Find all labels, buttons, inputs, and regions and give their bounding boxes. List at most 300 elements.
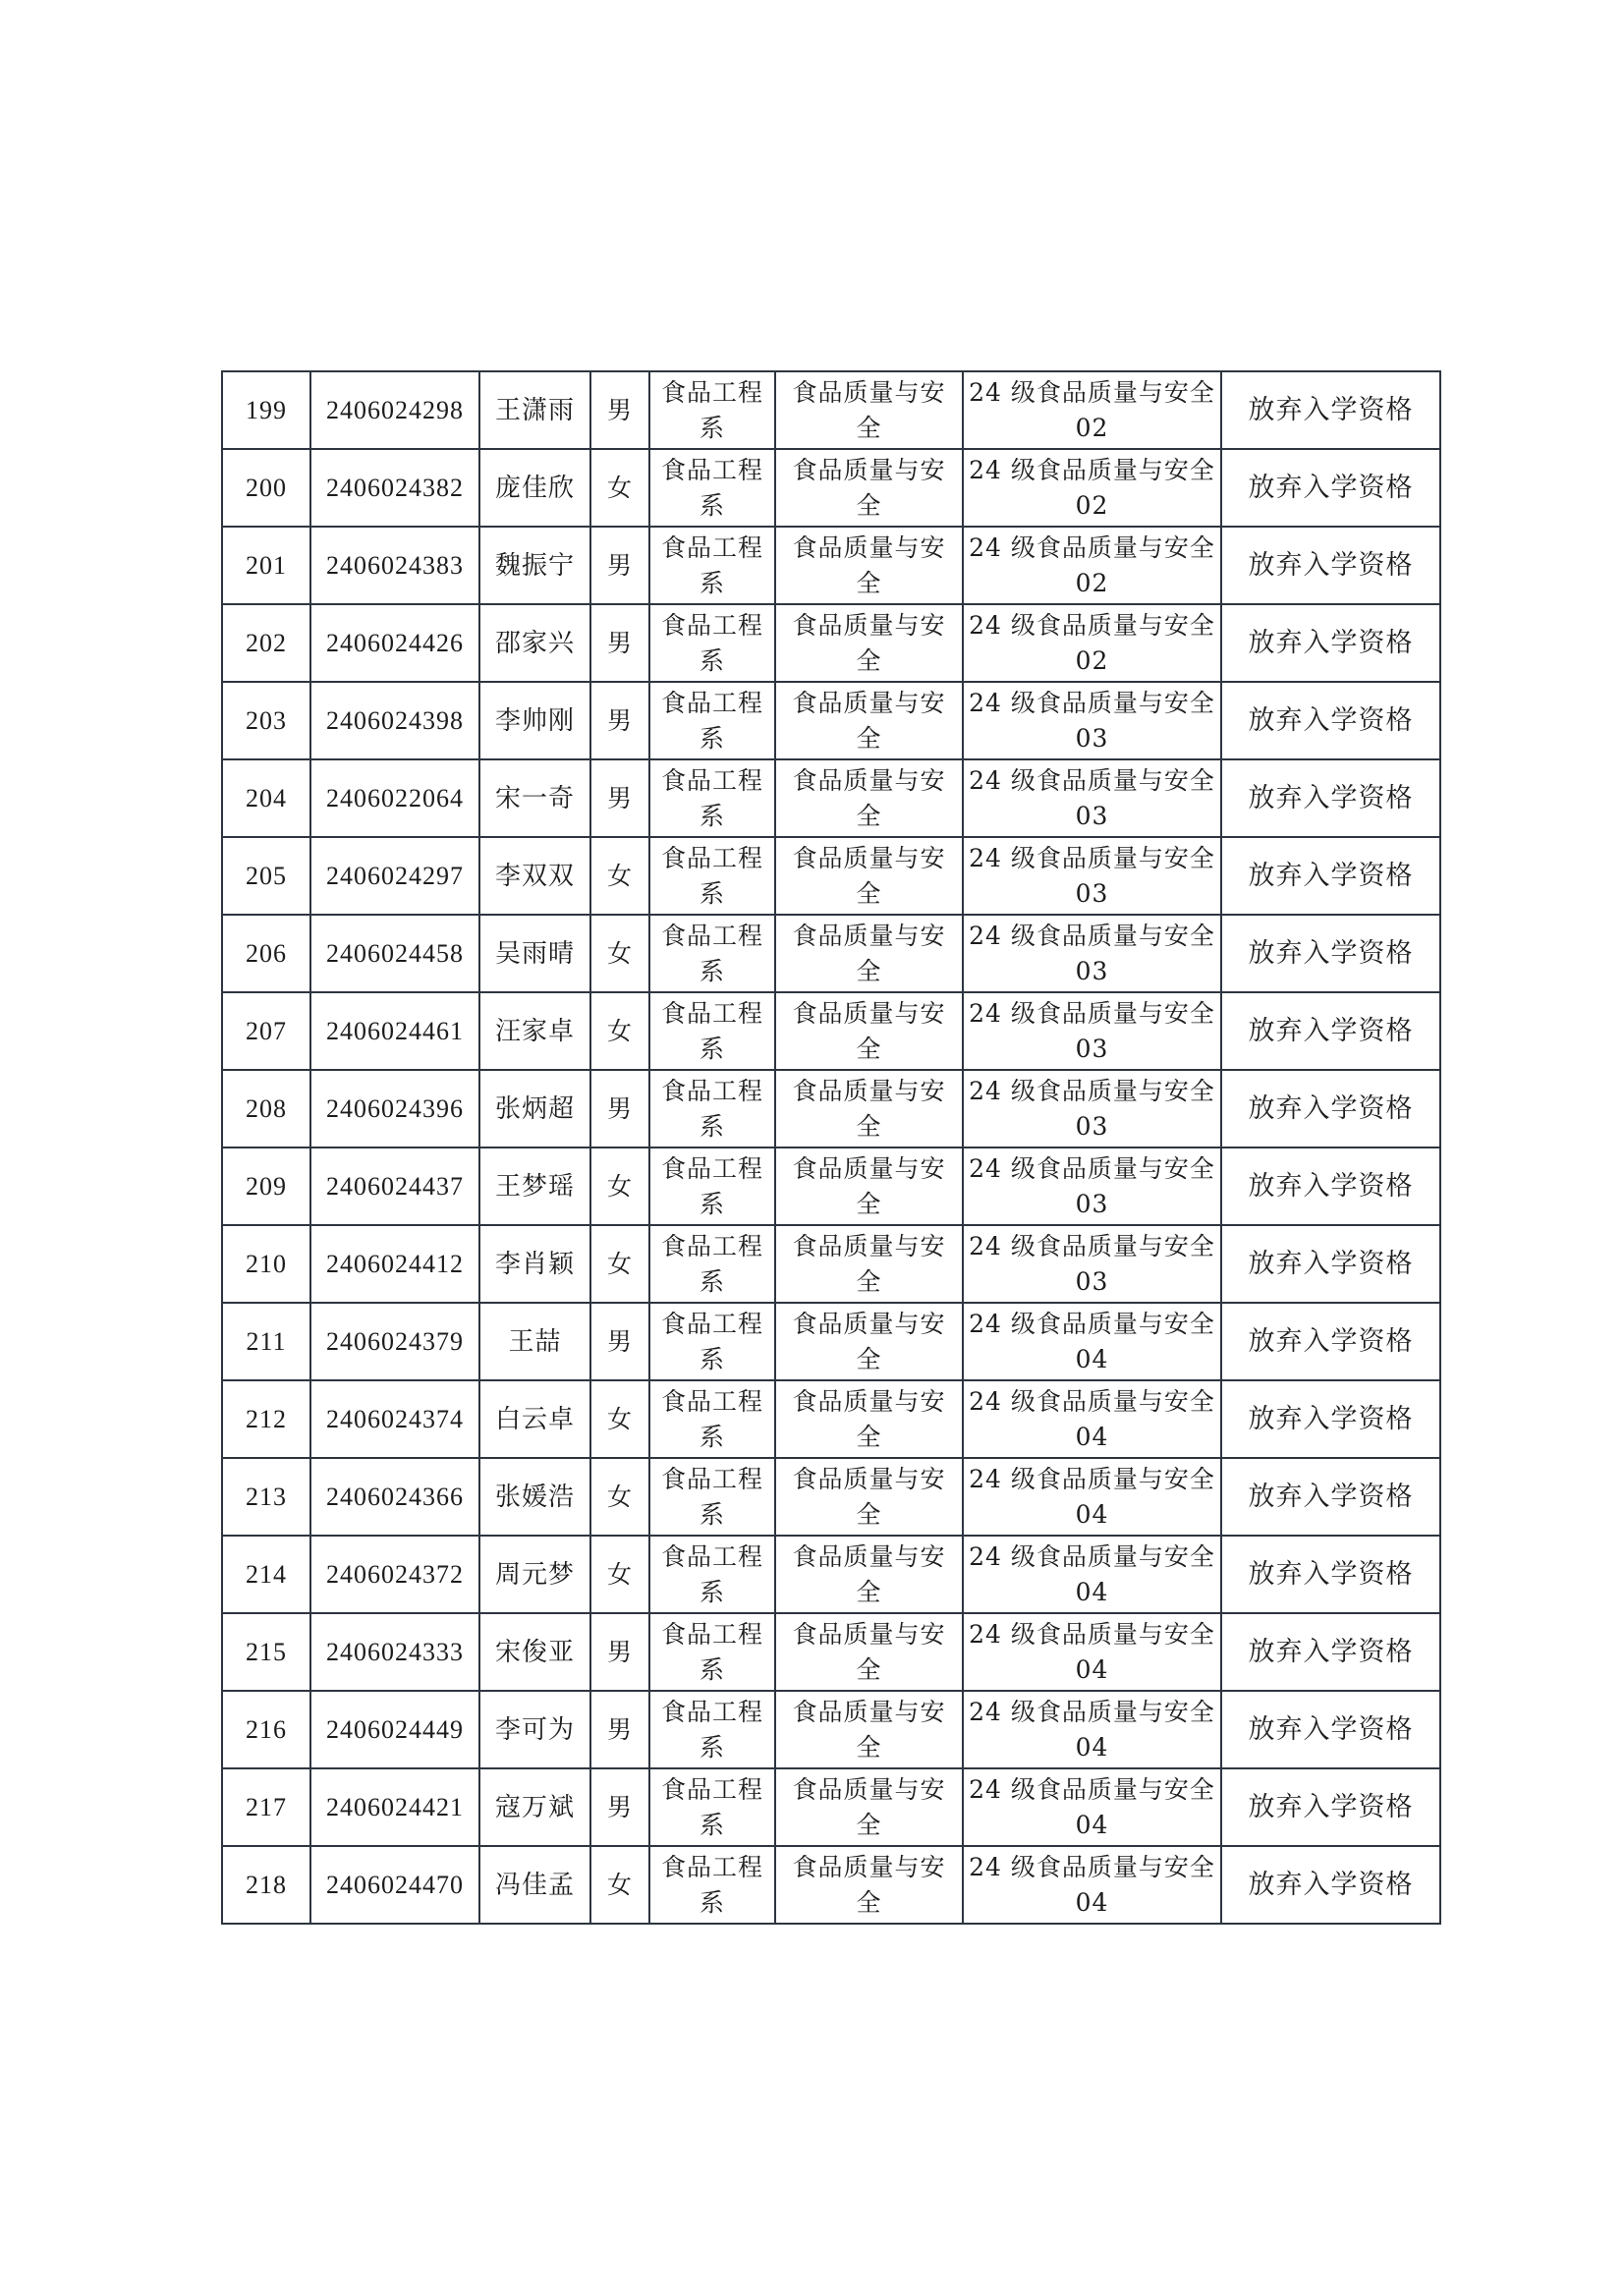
cell-name [479,449,590,527]
cell-name [479,1303,590,1380]
cell-gender-text: 男 [606,1792,633,1821]
cell-seq [222,1458,310,1536]
cell-gender-text: 男 [606,1326,633,1356]
cell-name [479,1846,590,1924]
cell-id [310,1768,479,1846]
cell-name-text: 邵家兴 [494,628,575,658]
cell-dept-text: 食品工程系 [660,1076,763,1141]
cell-name-text: 冯佳孟 [494,1870,575,1900]
cell-gender [590,1613,649,1691]
cell-gender-text: 男 [606,550,633,580]
cell-name [479,1148,590,1225]
cell-id [310,1613,479,1691]
cell-name-text: 宋一奇 [494,783,575,813]
cell-class [963,1536,1221,1613]
table-row [222,837,1440,915]
cell-gender-text: 女 [606,1249,633,1278]
cell-class [963,1613,1221,1691]
cell-seq [222,371,310,449]
cell-major [775,1536,963,1613]
table-row [222,1380,1440,1458]
cell-dept [649,527,775,604]
table-row [222,527,1440,604]
cell-name [479,1613,590,1691]
student-roster-table [221,370,1441,1925]
cell-id [310,1536,479,1613]
cell-gender-text: 男 [606,1714,633,1744]
cell-major [775,1070,963,1148]
cell-dept [649,1148,775,1225]
cell-name [479,992,590,1070]
cell-seq [222,1070,310,1148]
cell-status-text: 放弃入学资格 [1248,937,1414,969]
cell-class-text: 24 级食品质量与安全 04 [969,1309,1215,1373]
cell-status [1221,1070,1440,1148]
cell-seq [222,527,310,604]
cell-status [1221,682,1440,759]
cell-major [775,527,963,604]
cell-seq [222,449,310,527]
table-row [222,1613,1440,1691]
cell-class-text: 24 级食品质量与安全 04 [969,1541,1215,1606]
cell-status-text: 放弃入学资格 [1248,1325,1414,1357]
cell-major [775,992,963,1070]
cell-dept-text: 食品工程系 [660,1231,763,1296]
cell-status [1221,759,1440,837]
cell-id [310,1846,479,1924]
cell-dept [649,1458,775,1536]
cell-dept-text: 食品工程系 [660,1541,763,1606]
cell-seq [222,1613,310,1691]
roster-body [222,371,1440,1924]
cell-class [963,1768,1221,1846]
cell-class-text: 24 级食品质量与安全 04 [969,1619,1215,1684]
cell-gender [590,449,649,527]
table-row [222,1691,1440,1768]
cell-seq [222,1536,310,1613]
cell-major-text: 食品质量与安全 [792,1464,946,1529]
cell-seq-text: 208 [246,1093,287,1123]
cell-status [1221,604,1440,682]
cell-dept [649,1225,775,1303]
cell-dept [649,1846,775,1924]
cell-gender-text: 女 [606,1559,633,1589]
cell-gender [590,1225,649,1303]
cell-status-text: 放弃入学资格 [1248,1713,1414,1745]
cell-status-text: 放弃入学资格 [1248,549,1414,581]
cell-status [1221,527,1440,604]
cell-major-text: 食品质量与安全 [792,1852,946,1917]
cell-status-text: 放弃入学资格 [1248,1558,1414,1590]
cell-gender-text: 男 [606,1093,633,1123]
cell-gender [590,1070,649,1148]
cell-dept-text: 食品工程系 [660,377,763,442]
cell-gender [590,1536,649,1613]
cell-id-text: 2406024333 [326,1637,464,1666]
cell-gender [590,1303,649,1380]
cell-id-text: 2406024426 [326,628,464,657]
cell-dept-text: 食品工程系 [660,1697,763,1762]
cell-seq [222,1691,310,1768]
cell-status [1221,992,1440,1070]
cell-id [310,1148,479,1225]
cell-name-text: 白云卓 [494,1404,575,1434]
cell-gender-text: 女 [606,938,633,968]
cell-major-text: 食品质量与安全 [792,1231,946,1296]
cell-name [479,837,590,915]
cell-seq-text: 200 [246,473,287,502]
table-row [222,1458,1440,1536]
cell-major [775,759,963,837]
cell-gender [590,527,649,604]
cell-seq-text: 211 [246,1326,287,1356]
cell-status-text: 放弃入学资格 [1248,1636,1414,1667]
cell-class [963,759,1221,837]
cell-gender-text: 女 [606,1171,633,1201]
cell-status-text: 放弃入学资格 [1248,394,1414,425]
cell-seq-text: 215 [246,1637,287,1666]
cell-gender [590,1458,649,1536]
cell-gender-text: 男 [606,628,633,657]
cell-status-text: 放弃入学资格 [1248,860,1414,891]
cell-class-text: 24 级食品质量与安全 03 [969,998,1215,1063]
cell-seq [222,837,310,915]
cell-name [479,527,590,604]
cell-status-text: 放弃入学资格 [1248,782,1414,813]
cell-name-text: 李帅刚 [494,705,575,736]
cell-status [1221,1846,1440,1924]
cell-status-text: 放弃入学资格 [1248,1403,1414,1434]
cell-dept-text: 食品工程系 [660,688,763,753]
cell-seq-text: 204 [246,783,287,812]
cell-class [963,837,1221,915]
cell-dept [649,682,775,759]
cell-class-text: 24 级食品质量与安全 03 [969,1153,1215,1218]
cell-major-text: 食品质量与安全 [792,1309,946,1373]
cell-dept-text: 食品工程系 [660,610,763,675]
cell-major [775,371,963,449]
cell-status [1221,1768,1440,1846]
cell-major-text: 食品质量与安全 [792,1386,946,1451]
cell-id-text: 2406024412 [326,1249,464,1278]
cell-major-text: 食品质量与安全 [792,1697,946,1762]
cell-seq [222,682,310,759]
cell-major-text: 食品质量与安全 [792,688,946,753]
table-row [222,1536,1440,1613]
cell-dept-text: 食品工程系 [660,1153,763,1218]
cell-name-text: 宋俊亚 [494,1637,575,1667]
cell-seq-text: 210 [246,1249,287,1278]
table-row [222,1303,1440,1380]
cell-name [479,1768,590,1846]
cell-status-text: 放弃入学资格 [1248,1170,1414,1202]
cell-id-text: 2406024297 [326,861,464,890]
cell-id-text: 2406024398 [326,705,464,735]
cell-gender-text: 男 [606,705,633,735]
cell-name [479,759,590,837]
cell-dept [649,1303,775,1380]
cell-name-text: 张媛浩 [494,1482,575,1512]
cell-dept-text: 食品工程系 [660,1309,763,1373]
cell-class [963,1225,1221,1303]
cell-id-text: 2406024449 [326,1714,464,1744]
cell-id [310,759,479,837]
cell-gender [590,915,649,992]
cell-id [310,915,479,992]
cell-id-text: 2406024382 [326,473,464,502]
cell-class-text: 24 级食品质量与安全 02 [969,610,1215,675]
cell-name-text: 庞佳欣 [494,473,575,503]
table-row [222,992,1440,1070]
cell-dept-text: 食品工程系 [660,455,763,520]
cell-major [775,1303,963,1380]
cell-gender [590,1691,649,1768]
cell-class [963,1380,1221,1458]
cell-name-text: 李双双 [494,861,575,891]
cell-dept-text: 食品工程系 [660,843,763,908]
cell-class [963,1148,1221,1225]
cell-class-text: 24 级食品质量与安全 03 [969,1076,1215,1141]
cell-class [963,604,1221,682]
cell-class [963,527,1221,604]
cell-major-text: 食品质量与安全 [792,1076,946,1141]
cell-major [775,1380,963,1458]
cell-seq [222,759,310,837]
cell-class-text: 24 级食品质量与安全 03 [969,921,1215,985]
cell-id [310,1691,479,1768]
cell-id-text: 2406024374 [326,1404,464,1433]
cell-id [310,449,479,527]
cell-major-text: 食品质量与安全 [792,377,946,442]
cell-status [1221,1691,1440,1768]
cell-dept [649,915,775,992]
cell-gender [590,759,649,837]
cell-class [963,1070,1221,1148]
cell-seq-text: 205 [246,861,287,890]
cell-name-text: 寇万斌 [494,1792,575,1822]
cell-class [963,1303,1221,1380]
cell-status [1221,1536,1440,1613]
cell-major-text: 食品质量与安全 [792,1774,946,1839]
cell-seq-text: 199 [246,395,287,424]
cell-dept-text: 食品工程系 [660,1619,763,1684]
cell-class-text: 24 级食品质量与安全 04 [969,1464,1215,1529]
cell-gender-text: 男 [606,783,633,812]
cell-gender-text: 女 [606,1482,633,1511]
cell-class-text: 24 级食品质量与安全 03 [969,843,1215,908]
table-row [222,1225,1440,1303]
cell-seq-text: 213 [246,1482,287,1511]
cell-dept-text: 食品工程系 [660,998,763,1063]
cell-class [963,1458,1221,1536]
cell-class-text: 24 级食品质量与安全 03 [969,765,1215,830]
cell-class [963,449,1221,527]
table-row [222,1070,1440,1148]
cell-id [310,1380,479,1458]
cell-dept [649,604,775,682]
cell-dept [649,1613,775,1691]
cell-status [1221,449,1440,527]
cell-seq [222,915,310,992]
cell-id-text: 2406024437 [326,1171,464,1201]
cell-status [1221,1225,1440,1303]
cell-dept [649,1691,775,1768]
cell-name [479,1070,590,1148]
cell-seq-text: 206 [246,938,287,968]
cell-major [775,682,963,759]
cell-status [1221,1380,1440,1458]
cell-dept-text: 食品工程系 [660,1386,763,1451]
cell-class-text: 24 级食品质量与安全 02 [969,455,1215,520]
cell-dept-text: 食品工程系 [660,921,763,985]
cell-class [963,1846,1221,1924]
cell-id [310,527,479,604]
cell-id [310,371,479,449]
cell-major-text: 食品质量与安全 [792,1619,946,1684]
cell-gender [590,992,649,1070]
cell-name-text: 李可为 [494,1714,575,1745]
cell-dept [649,1536,775,1613]
cell-name-text: 周元梦 [494,1559,575,1590]
cell-status [1221,1303,1440,1380]
cell-status-text: 放弃入学资格 [1248,1869,1414,1900]
cell-major [775,449,963,527]
table-row [222,449,1440,527]
table-row [222,1148,1440,1225]
cell-gender-text: 女 [606,861,633,890]
cell-id-text: 2406024421 [326,1792,464,1821]
cell-name-text: 汪家卓 [494,1016,575,1046]
cell-dept [649,837,775,915]
cell-major [775,1691,963,1768]
cell-seq-text: 217 [246,1792,287,1821]
table-row [222,1768,1440,1846]
cell-name-text: 张炳超 [494,1093,575,1124]
table-row [222,915,1440,992]
cell-seq [222,1768,310,1846]
cell-gender [590,1768,649,1846]
cell-gender [590,1846,649,1924]
cell-seq [222,1225,310,1303]
cell-seq [222,1846,310,1924]
cell-name-text: 魏振宁 [494,550,575,581]
cell-name-text: 王梦瑶 [494,1171,575,1202]
table-row [222,1846,1440,1924]
cell-status [1221,371,1440,449]
cell-class-text: 24 级食品质量与安全 03 [969,1231,1215,1296]
cell-seq-text: 202 [246,628,287,657]
cell-name [479,682,590,759]
cell-name [479,1380,590,1458]
table-row [222,682,1440,759]
cell-id-text: 2406024372 [326,1559,464,1589]
cell-gender-text: 女 [606,1016,633,1045]
cell-dept [649,992,775,1070]
cell-seq-text: 209 [246,1171,287,1201]
cell-seq-text: 201 [246,550,287,580]
cell-gender-text: 女 [606,473,633,502]
cell-seq [222,1303,310,1380]
cell-class-text: 24 级食品质量与安全 04 [969,1852,1215,1917]
cell-name [479,1225,590,1303]
cell-seq [222,1380,310,1458]
cell-dept [649,1768,775,1846]
cell-dept-text: 食品工程系 [660,1464,763,1529]
cell-major-text: 食品质量与安全 [792,1153,946,1218]
cell-class [963,371,1221,449]
cell-major-text: 食品质量与安全 [792,998,946,1063]
cell-id [310,1225,479,1303]
cell-gender-text: 女 [606,1870,633,1899]
cell-major [775,1613,963,1691]
cell-class-text: 24 级食品质量与安全 04 [969,1697,1215,1762]
cell-status-text: 放弃入学资格 [1248,627,1414,658]
cell-dept-text: 食品工程系 [660,532,763,597]
cell-status [1221,915,1440,992]
cell-name [479,1536,590,1613]
cell-status [1221,1613,1440,1691]
cell-status-text: 放弃入学资格 [1248,1248,1414,1279]
cell-seq [222,992,310,1070]
cell-id-text: 2406024470 [326,1870,464,1899]
cell-major [775,1846,963,1924]
cell-class [963,682,1221,759]
cell-seq-text: 216 [246,1714,287,1744]
cell-major [775,1458,963,1536]
cell-id-text: 2406024298 [326,395,464,424]
cell-id-text: 2406024458 [326,938,464,968]
cell-gender-text: 男 [606,395,633,424]
cell-seq [222,1148,310,1225]
cell-major [775,1768,963,1846]
cell-status-text: 放弃入学资格 [1248,1092,1414,1124]
cell-name [479,1691,590,1768]
cell-dept-text: 食品工程系 [660,765,763,830]
cell-gender [590,682,649,759]
cell-major-text: 食品质量与安全 [792,921,946,985]
cell-class [963,1691,1221,1768]
cell-dept-text: 食品工程系 [660,1852,763,1917]
cell-dept [649,449,775,527]
cell-seq-text: 218 [246,1870,287,1899]
cell-gender [590,604,649,682]
table-row [222,604,1440,682]
cell-name [479,1458,590,1536]
cell-class-text: 24 级食品质量与安全 02 [969,532,1215,597]
cell-id-text: 2406022064 [326,783,464,812]
cell-name-text: 吴雨晴 [494,938,575,969]
cell-name [479,371,590,449]
table-row [222,371,1440,449]
cell-status-text: 放弃入学资格 [1248,1791,1414,1822]
cell-id-text: 2406024396 [326,1093,464,1123]
cell-seq-text: 207 [246,1016,287,1045]
cell-id-text: 2406024383 [326,550,464,580]
cell-major-text: 食品质量与安全 [792,1541,946,1606]
cell-name-text: 李肖颖 [494,1249,575,1279]
cell-id-text: 2406024366 [326,1482,464,1511]
cell-dept-text: 食品工程系 [660,1774,763,1839]
cell-major-text: 食品质量与安全 [792,843,946,908]
cell-id [310,1303,479,1380]
cell-dept [649,371,775,449]
cell-class-text: 24 级食品质量与安全 02 [969,377,1215,442]
cell-major [775,915,963,992]
cell-class [963,992,1221,1070]
cell-seq-text: 212 [246,1404,287,1433]
cell-id-text: 2406024461 [326,1016,464,1045]
cell-major-text: 食品质量与安全 [792,610,946,675]
